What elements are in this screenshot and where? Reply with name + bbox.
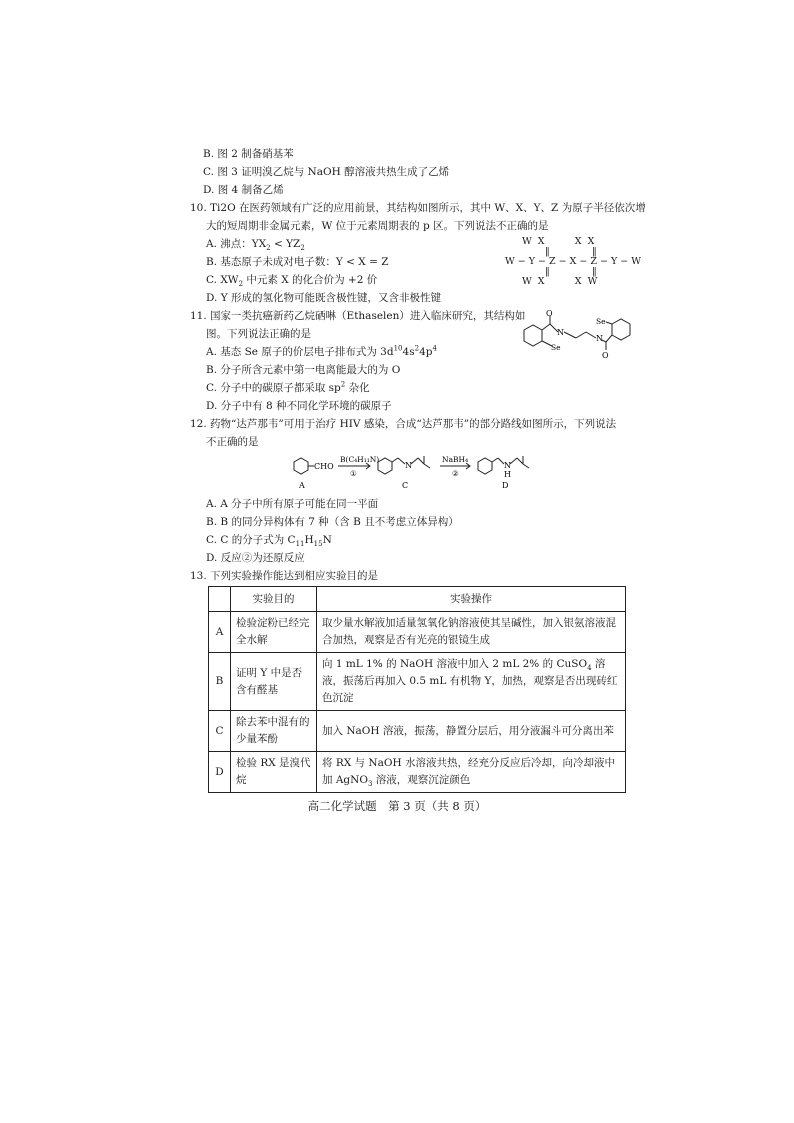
q13-op-text: 向 1 mL 1% 的 NaOH 溶液中加入 2 mL 2% 的 CuSO (322, 658, 588, 670)
q11-c-text2: 杂化 (345, 382, 370, 394)
q13-row-key: C (209, 711, 231, 752)
q13-row-operation (317, 653, 626, 711)
q11-a-sup2: 2 (414, 344, 420, 353)
q11-option-b: B. 分子所含元素中第一电离能最大的为 O (206, 364, 401, 376)
q10-a-text1: A. 沸点：YX (206, 238, 267, 250)
q10-stem-line2: 大的短周期非金属元素，W 位于元素周期表的 p 区。下列说法不正确的是 (206, 220, 549, 232)
q12-c-sub2: 15 (313, 540, 323, 549)
q13-op-text2: 溶液，观察沉淀颜色 (372, 774, 471, 786)
q11-option-a (206, 344, 437, 359)
q12-c-text1: C. C 的分子式为 C (206, 534, 296, 546)
q10-c-text1: C. XW (206, 274, 239, 286)
q12-option-c (206, 532, 332, 547)
q12-d-n-atom: N (504, 461, 511, 470)
q13-header-purpose: 实验目的 (231, 587, 317, 612)
q11-o2: O (602, 351, 609, 360)
q11-c-sup: 2 (340, 380, 346, 389)
q13-header-blank (209, 587, 231, 612)
q12-benzene-d (478, 458, 492, 474)
q13-row-operation (317, 752, 626, 793)
q13-row-operation (317, 711, 626, 752)
q12-benzene-a (294, 458, 308, 474)
q13-row-purpose: 证明 Y 中是否含有醛基 (231, 653, 317, 711)
q12-stem-line2: 不正确的是 (206, 436, 259, 448)
q13-op-text: 将 RX 与 NaOH 水溶液共热，经充分反应后冷却，向冷却液中加 AgNO (322, 757, 615, 786)
q10-struct-top2: ‖ ‖ (545, 246, 597, 257)
q11-n1: N (557, 328, 564, 337)
q13-header-operation: 实验操作 (317, 587, 626, 612)
q11-stem-line2: 图。下列说法正确的是 (206, 328, 311, 340)
page-footer: 高二化学试题 第 3 页（共 8 页） (307, 799, 487, 813)
q9-option-b: B. 图 2 制备硝基苯 (203, 148, 294, 160)
q13-op-sub: 3 (367, 780, 373, 789)
q10-option-a (206, 236, 305, 251)
q11-se1: Se (551, 343, 561, 352)
q10-struct-bot2: ‖ ‖ (545, 266, 597, 277)
q12-option-d: D. 反应②为还原反应 (206, 552, 305, 564)
q11-stem-line1: 11. 国家一类抗癌新药乙烷硒啉（Ethaselen）进入临床研究，其结构如 (190, 310, 526, 322)
q12-label-c: C (402, 481, 409, 490)
q13-op-text2: 溶液，振荡后再加入 0.5 mL 有机物 Y，加热，观察是否出现砖红色沉淀 (322, 658, 618, 704)
q10-option-b: B. 基态原子未成对电子数：Y < X = Z (206, 256, 389, 268)
q12-step-2: ② (452, 469, 459, 478)
q12-d-h-atom: H (504, 470, 511, 479)
table-row (209, 711, 626, 752)
q11-option-c (206, 380, 370, 395)
q12-synthesis-route (290, 450, 560, 492)
table-row (209, 612, 626, 653)
q12-option-b: B. B 的同分异构体有 7 种（含 B 且不考虑立体异构） (206, 516, 459, 528)
q10-a-text2: < YZ (270, 238, 301, 250)
q12-label-d: D (502, 481, 509, 490)
q11-a-sup1: 10 (393, 344, 403, 353)
q11-a-text1: A. 基态 Se 原子的价层电子排布式为 3d (206, 346, 394, 358)
q10-option-d: D. Y 形成的氢化物可能既含极性键，又含非极性键 (206, 292, 441, 304)
q10-struct-mid: W − Y − Z − X − Z − Y − W (505, 256, 642, 267)
q13-row-key: B (209, 653, 231, 711)
q11-se2: Se (596, 317, 606, 326)
q11-a-sup3: 4 (432, 344, 437, 353)
q13-row-purpose: 检验淀粉已经完全水解 (231, 612, 317, 653)
q13-stem: 13. 下列实验操作能达到相应实验目的是 (190, 570, 379, 582)
q12-c-sub1: 11 (295, 540, 305, 549)
q11-o1: O (546, 309, 553, 318)
q10-a-sub2: 2 (300, 244, 305, 253)
q12-c-text2: H (304, 534, 314, 546)
q10-c-sub: 2 (238, 280, 244, 289)
q11-option-d: D. 分子中有 8 种不同化学环境的碳原子 (206, 400, 392, 412)
q12-reagent-2: NaBH₄ (442, 455, 469, 464)
q11-c-text1: C. 分子中的碳原子都采取 sp (206, 382, 341, 394)
q13-row-purpose: 除去苯中混有的少量苯酚 (231, 711, 317, 752)
q12-step-1: ① (350, 469, 357, 478)
table-row (209, 653, 626, 711)
q10-c-text2: 中元素 X 的化合价为 +2 价 (243, 274, 378, 286)
q13-op-text: 取少量水解液加适量氢氧化钠溶液使其呈碱性，加入银氨溶液混合加热，观察是否有光亮的银镜生成 (322, 617, 616, 646)
q10-stem-line1: 10. Ti2O 在医药领域有广泛的应用前景，其结构如图所示，其中 W、X、Y、Z 为原子半径依次增 (190, 202, 646, 214)
q11-a-text2: 4s (402, 346, 415, 358)
q12-c-text3: N (322, 534, 332, 546)
q11-benzene-right (612, 319, 630, 340)
q10-struct-top: W X X X (522, 236, 595, 247)
q13-table-header (209, 587, 626, 612)
q11-a-text3: 4p (419, 346, 433, 358)
q13-row-purpose: 检验 RX 是溴代烷 (231, 752, 317, 793)
q12-cho-label: CHO (314, 462, 334, 471)
q13-experiment-table (208, 586, 626, 793)
q12-reagent-1: B(C₄H₁₁N) (340, 455, 380, 464)
q11-benzene-left (524, 325, 542, 346)
q10-struct-bot: W X X W (522, 276, 598, 287)
q12-benzene-c (378, 458, 392, 474)
q9-option-d: D. 图 4 制备乙烯 (203, 184, 284, 196)
q10-structure (505, 236, 642, 296)
q11-n2: N (596, 334, 603, 343)
q13-row-operation (317, 612, 626, 653)
q13-row-key: D (209, 752, 231, 793)
q12-c-n-atom: N (405, 461, 412, 470)
q10-option-c (206, 272, 377, 287)
q12-stem-line1: 12. 药物“达芦那韦”可用于治疗 HIV 感染，合成“达芦那韦”的部分路线如图所示，下列说法 (190, 418, 617, 430)
table-row (209, 752, 626, 793)
q9-option-c: C. 图 3 证明溴乙烷与 NaOH 醇溶液共热生成了乙烯 (203, 166, 450, 178)
q12-label-a: A (299, 481, 305, 490)
q12-option-a: A. A 分子中所有原子可能在同一平面 (206, 498, 379, 510)
q13-row-key: A (209, 612, 231, 653)
q13-op-text: 加入 NaOH 溶液，振荡，静置分层后，用分液漏斗可分离出苯 (322, 724, 614, 737)
q10-a-sub1: 2 (266, 244, 271, 253)
q11-ethaselen-structure (520, 308, 638, 364)
q13-op-sub: 4 (587, 664, 592, 673)
